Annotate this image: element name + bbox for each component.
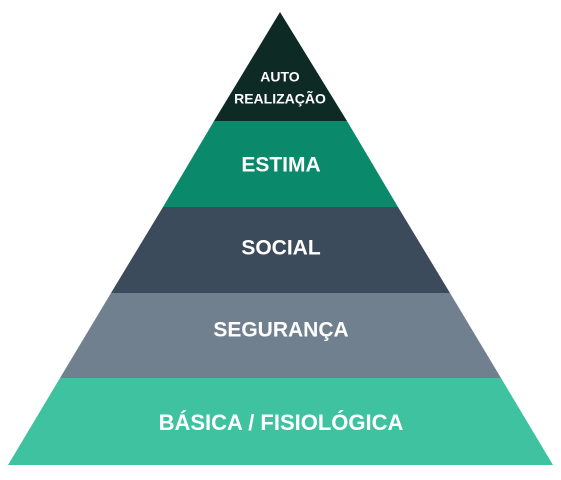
tier-label-social: SOCIAL [241,236,321,260]
tier-label-basica-fisiologica: BÁSICA / FISIOLÓGICA [158,409,404,435]
tier-label-auto: AUTO [260,68,300,85]
tier-label-estima: ESTIMA [241,153,321,177]
tier-label-realizacao: REALIZAÇÃO [234,90,326,107]
tier-label-seguranca: SEGURANÇA [213,318,349,342]
